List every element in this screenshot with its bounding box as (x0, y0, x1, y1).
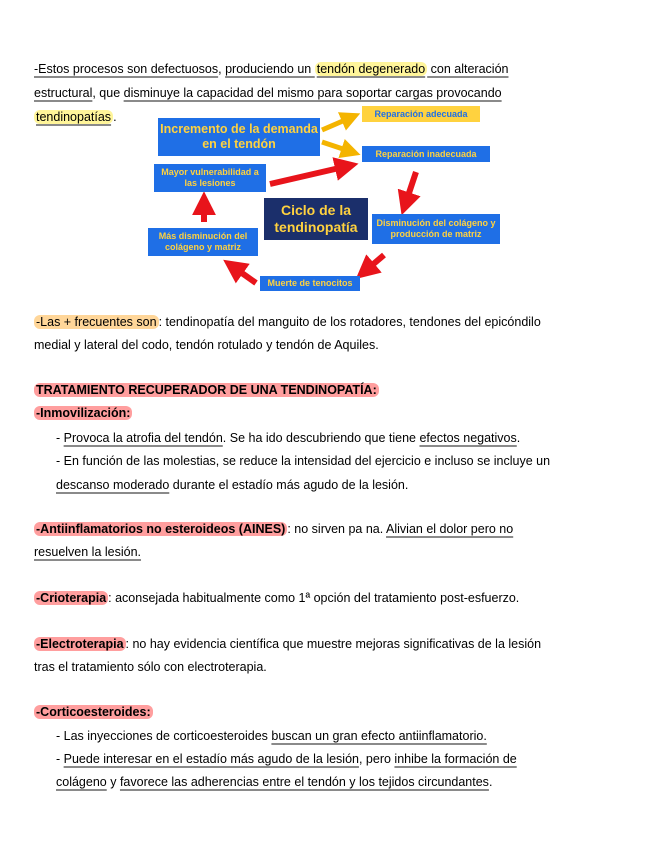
corticoesteroides-heading: -Corticoesteroides: (36, 705, 151, 719)
p2-line-1: -Las + frecuentes son : tendinopatía del manguito de los rotadores, tendones del epicóndilo (36, 315, 541, 329)
treatment-title: TRATAMIENTO RECUPERADOR DE UNA TENDINOPATÍA: (36, 383, 377, 397)
diagram-arrows (0, 0, 656, 320)
arrow-to-reparacion-inadecuada (322, 142, 352, 152)
electroterapia-line-2: tras el tratamiento sólo con electroterapia. (34, 660, 267, 674)
cortico-item-2: - Puede interesar en el estadío más agudo de la lesión, pero inhibe la formación de (56, 752, 517, 766)
box-reparacion-inadecuada: Reparación inadecuada (362, 146, 490, 162)
highlight-tendinopatias: tendinopatías (36, 110, 112, 124)
box-mas-disminucion: Más disminución del colágeno y matriz (148, 228, 258, 256)
box-mayor-vulnerabilidad: Mayor vulnerabilidad a las lesiones (154, 164, 266, 192)
inmov-item-2-cont: descanso moderado durante el estadío más agudo de la lesión. (56, 478, 409, 492)
p1-line-3: tendinopatías . (36, 110, 117, 124)
aines-line-2: resuelven la lesión. (34, 545, 142, 559)
highlight-las-mas-frecuentes: -Las + frecuentes son (36, 315, 157, 329)
box-reparacion-adecuada: Reparación adecuada (362, 106, 480, 122)
inmov-item-1: - Provoca la atrofia del tendón. Se ha ido descubriendo que tiene efectos negativos. (56, 431, 521, 445)
inmovilizacion-heading: -Inmovilización: (36, 406, 131, 420)
p1-line-1: -Estos procesos son defectuosos, produciendo un tendón degenerado con alteración (34, 62, 509, 76)
aines-line-1: -Antiinflamatorios no esteroideos (AINES) : no sirven pa na. Alivian el dolor pero no (36, 522, 514, 536)
arrow-to-muerte (364, 255, 384, 272)
box-muerte-tenocitos: Muerte de tenocitos (260, 276, 360, 291)
cortico-item-2-cont: colágeno y favorece las adherencias entre el tendón y los tejidos circundantes. (56, 775, 493, 789)
p2-line-2: medial y lateral del codo, tendón rotulado y tendón de Aquiles. (34, 338, 379, 352)
box-incremento-demanda: Incremento de la demanda en el tendón (158, 118, 320, 156)
arrow-to-mas-disminucion (232, 266, 256, 283)
crioterapia-line: -Crioterapia : aconsejada habitualmente como 1ª opción del tratamiento post-esfuerzo. (36, 591, 520, 605)
arrow-to-disminucion (405, 172, 416, 205)
box-disminucion-colageno: Disminución del colágeno y producción de matriz (372, 214, 500, 244)
arrow-to-reparacion-adecuada (322, 117, 352, 130)
p1-line-2: estructural, que disminuye la capacidad del mismo para soportar cargas provocando (34, 86, 502, 100)
arrow-to-reparacion-inadecuada-from-vulnerabilidad (270, 166, 348, 184)
cortico-item-1: - Las inyecciones de corticoesteroides buscan un gran efecto antiinflamatorio. (56, 729, 487, 743)
highlight-tendon-degenerado: tendón degenerado (316, 62, 426, 76)
box-ciclo-tendinopatia: Ciclo de la tendinopatía (264, 198, 368, 240)
electroterapia-line-1: -Electroterapia : no hay evidencia científica que muestre mejoras significativas de la lesión (36, 637, 542, 651)
inmov-item-2: - En función de las molestias, se reduce la intensidad del ejercicio e incluso se incluye un (56, 454, 551, 468)
